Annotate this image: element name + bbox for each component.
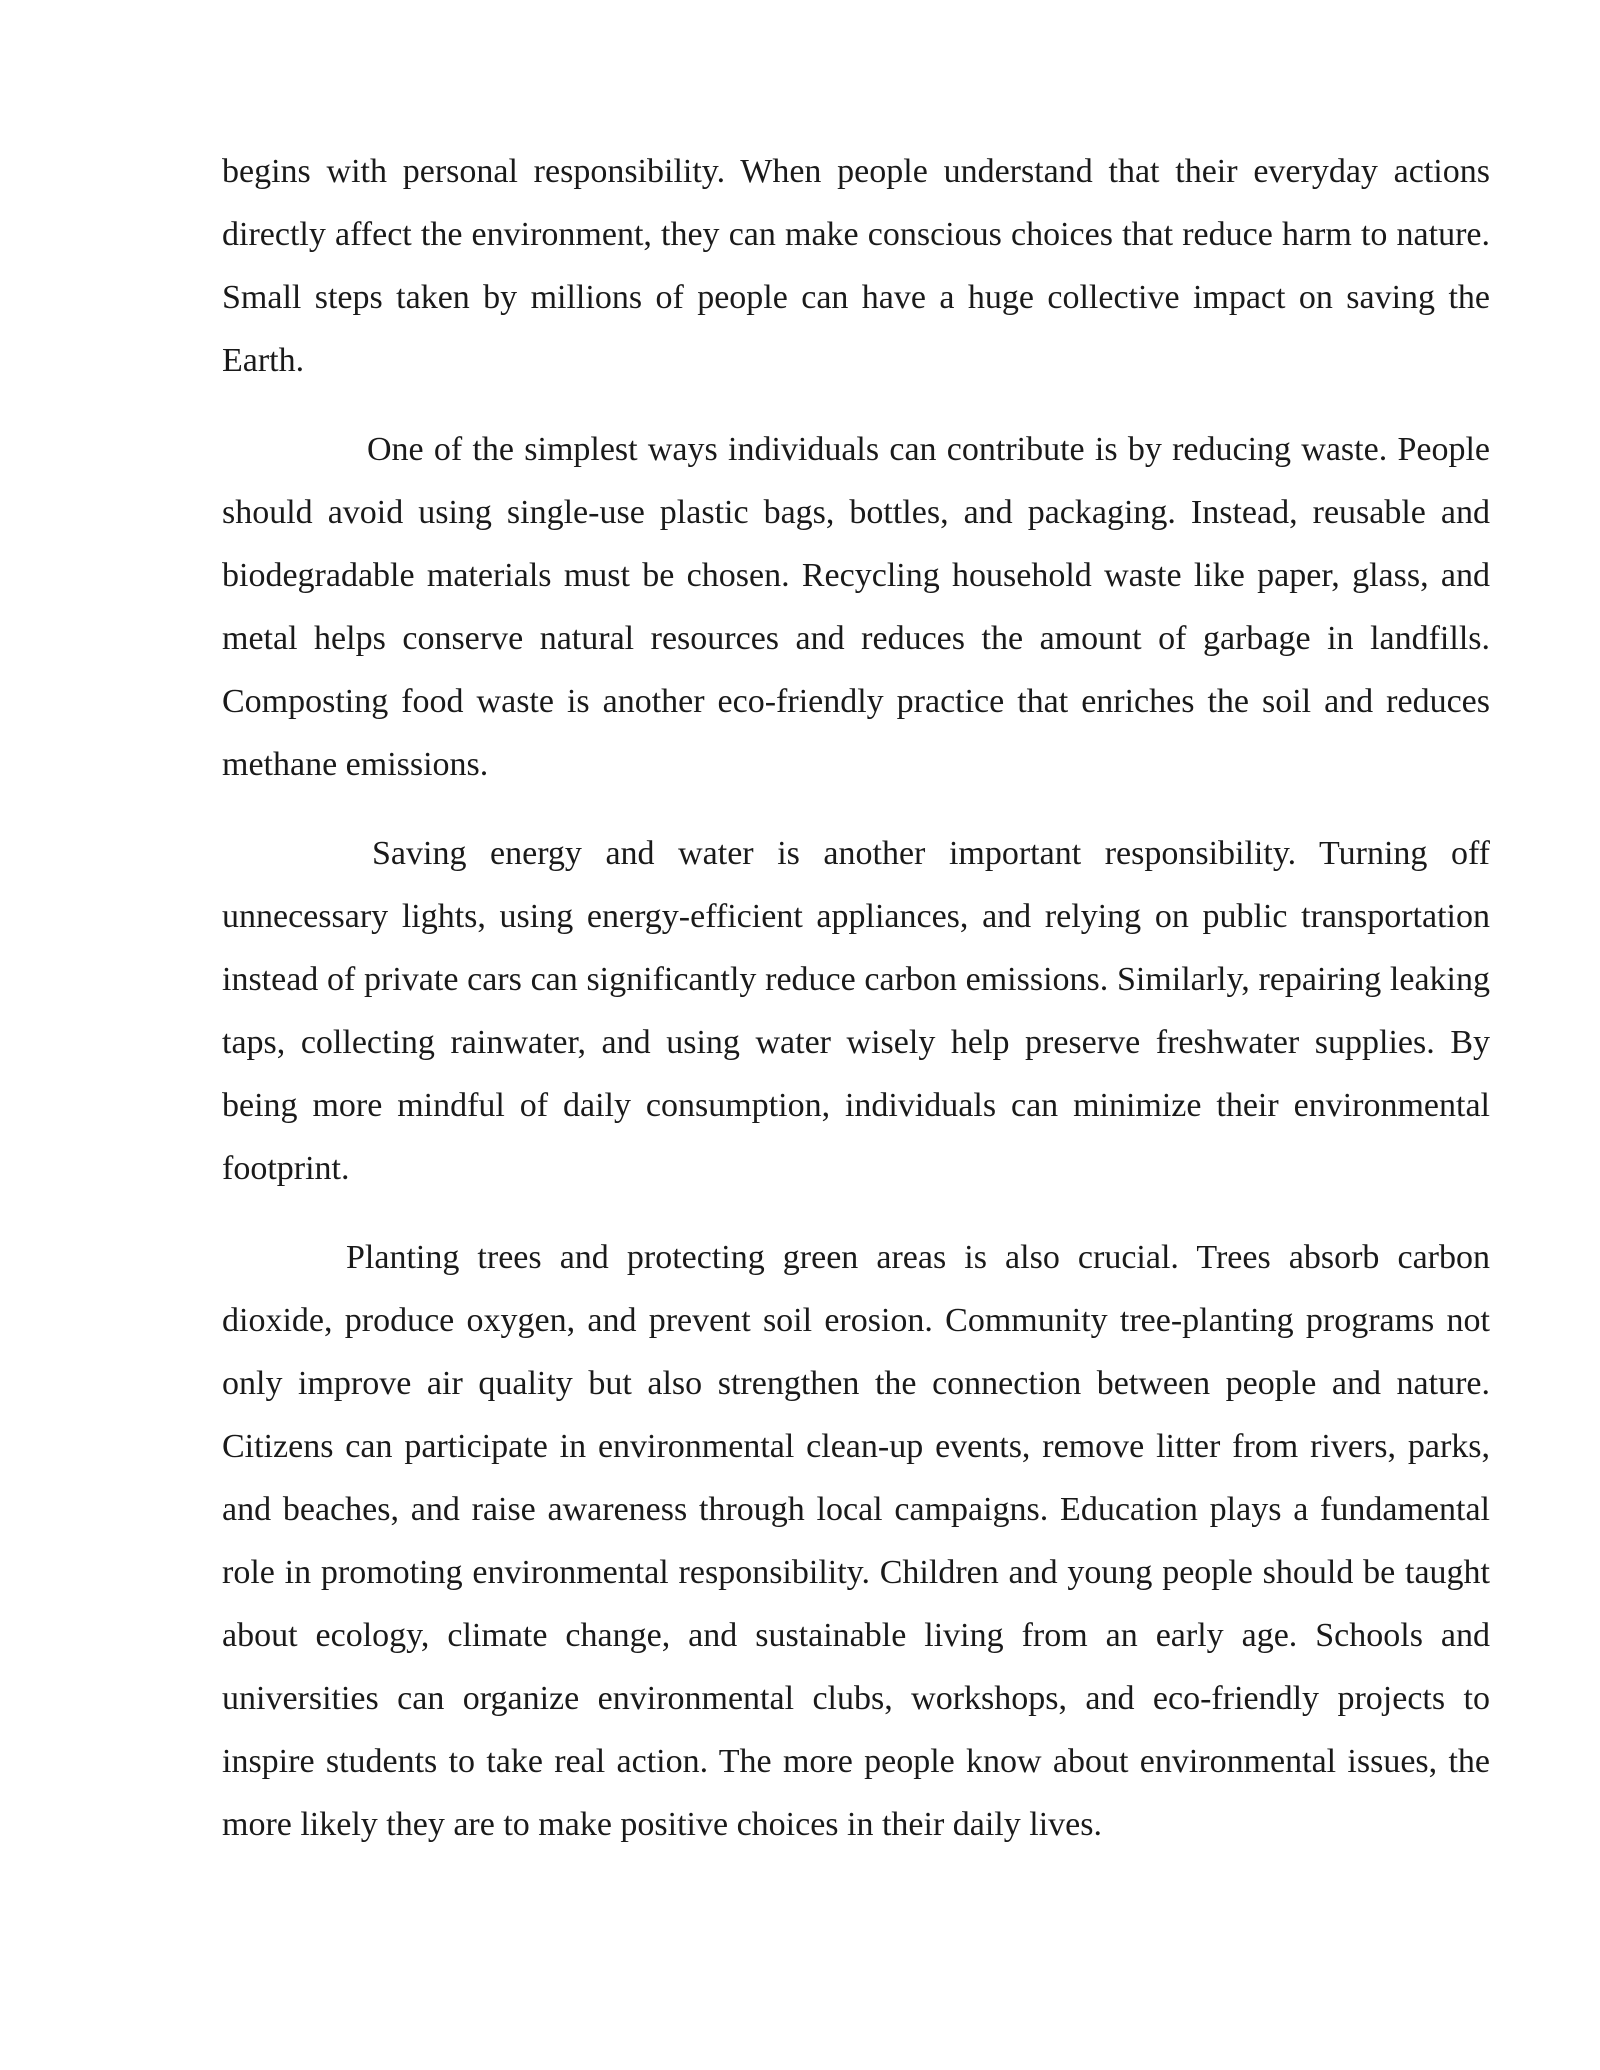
paragraph-saving-energy-water: Saving energy and water is another important responsibility. Turning off unnecessary lights, using energy-efficient appliances, and relying on public transportation instead of private cars can significantly reduce carbon emissions. Similarly, repairing leaking taps, collecting rainwater, and using water wisely help preserve freshwater supplies. By being more mindful of daily consumption, individuals can minimize their environmental footprint. [222, 835, 1490, 1187]
paragraph-planting-trees-education: Planting trees and protecting green areas is also crucial. Trees absorb carbon dioxide, produce oxygen, and prevent soil erosion. Community tree-planting programs not only improve air quality but also strengthen the connection between people and nature. Citizens can participate in environmental clean-up events, remove litter from rivers, parks, and beaches, and raise awareness through local campaigns. Education plays a fundamental role in promoting environmental responsibility. Children and young people should be taught about ecology, climate change, and sustainable living from an early age. Schools and universities can organize environmental clubs, workshops, and eco-friendly projects to inspire students to take real action. The more people know about environmental issues, the more likely they are to make positive choices in their daily lives. [222, 1239, 1490, 1843]
document-body [222, 140, 1490, 1882]
paragraph-reducing-waste: One of the simplest ways individuals can contribute is by reducing waste. People should avoid using single-use plastic bags, bottles, and packaging. Instead, reusable and biodegradable materials must be chosen. Recycling household waste like paper, glass, and metal helps conserve natural resources and reduces the amount of garbage in landfills. Composting food waste is another eco-friendly practice that enriches the soil and reduces methane emissions. [222, 431, 1490, 783]
paragraph-personal-responsibility: begins with personal responsibility. When people understand that their everyday actions directly affect the environment, they can make conscious choices that reduce harm to nature. Small steps taken by millions of people can have a huge collective impact on saving the Earth. [222, 153, 1490, 379]
